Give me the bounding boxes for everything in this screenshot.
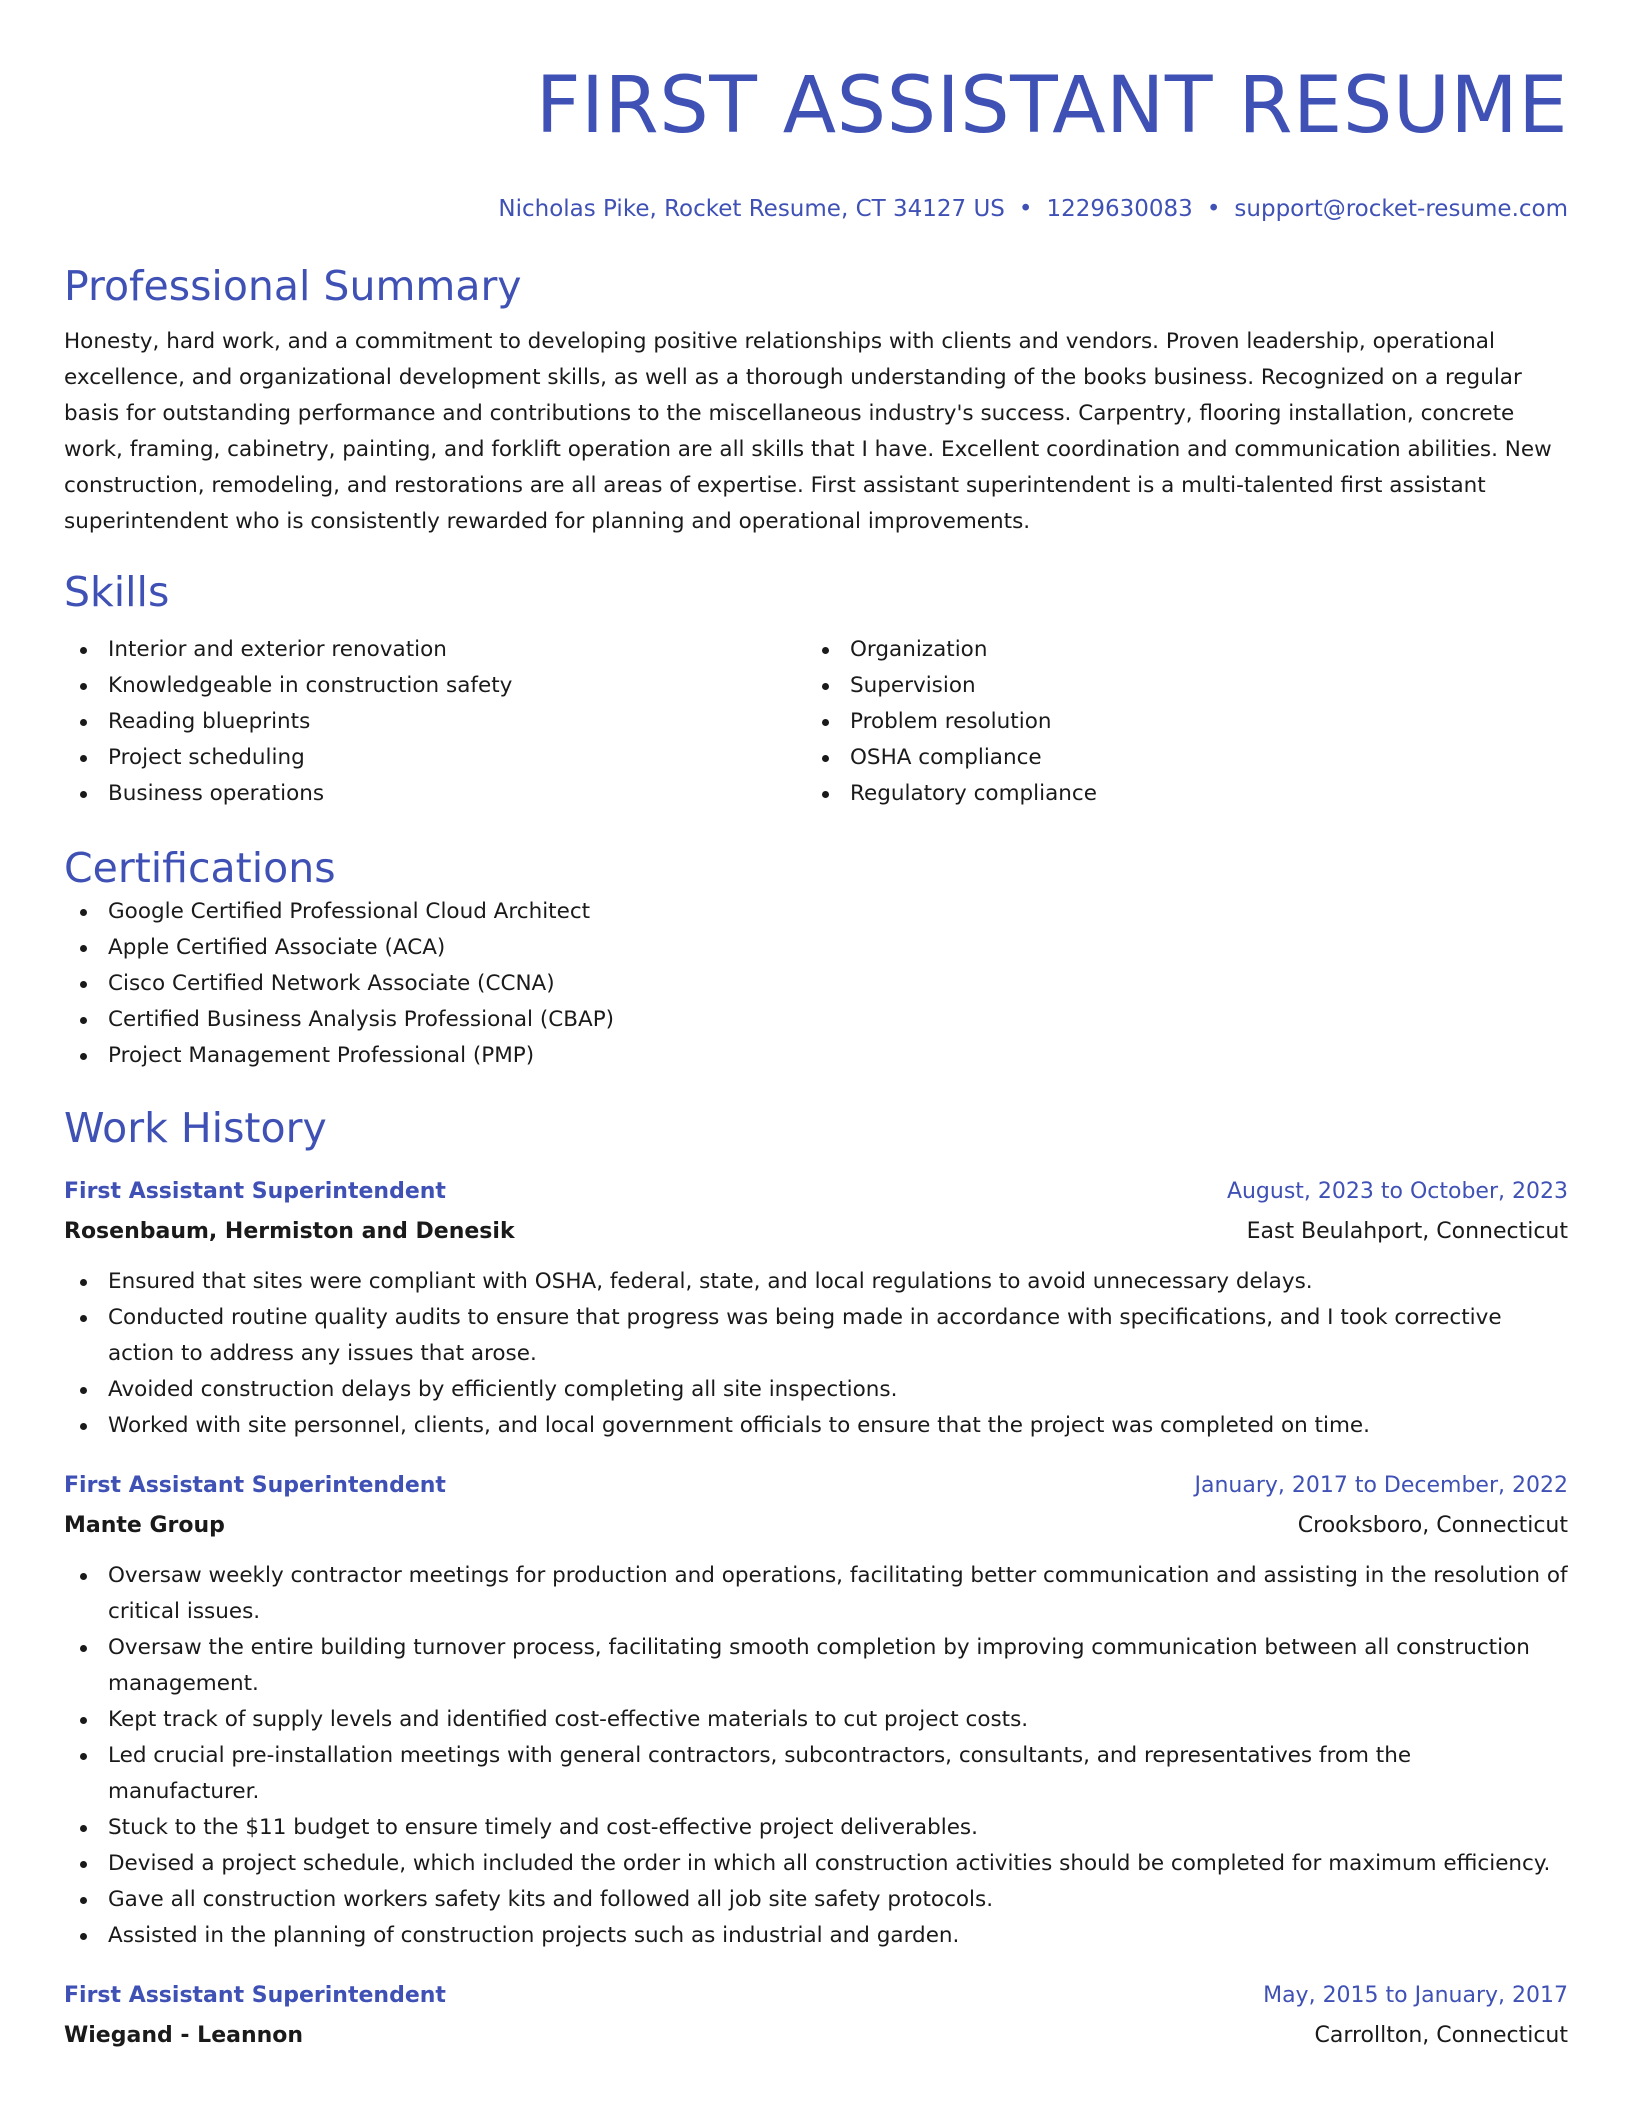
job-duty: Ensured that sites were compliant with OSHA, federal, state, and local regulations to avoid unnecessary delays. (64, 1264, 1568, 1300)
certification-item: Apple Certified Associate (ACA) (64, 930, 1568, 966)
skill-item: Problem resolution (806, 704, 1548, 740)
skill-item: OSHA compliance (806, 740, 1548, 776)
job-company-row (64, 2014, 1568, 2054)
job-title: First Assistant Superintendent (64, 1179, 446, 1204)
job-dates: May, 2015 to January, 2017 (1263, 1983, 1568, 2008)
skill-item: Interior and exterior renovation (64, 632, 806, 668)
work-history-heading: Work History (64, 1104, 327, 1152)
skills-list-right (806, 632, 1548, 812)
certification-item: Project Management Professional (PMP) (64, 1038, 1568, 1074)
skill-item: Organization (806, 632, 1548, 668)
skill-item: Regulatory compliance (806, 776, 1548, 812)
summary-text: Honesty, hard work, and a commitment to developing positive relationships with clients and vendors. Proven leadership, operational excellence, and organizational development skills, as well as a thorough understanding of the books business. Recognized on a regular basis for outstanding performance and contributions to the miscellaneous industry's success. Carpentry, flooring installation, concrete work, framing, cabinetry, painting, and forklift operation are all skills that I have. Excellent coordination and communication abilities. New construction, remodeling, and restorations are all areas of expertise. First assistant superintendent is a multi-talented first assistant superintendent who is consistently rewarded for planning and operational improvements. (64, 329, 1552, 534)
certifications-heading: Certifications (64, 844, 336, 892)
contact-separator: • (1018, 196, 1033, 222)
job-location: Crooksboro, Connecticut (1297, 1513, 1568, 1538)
skills-heading: Skills (64, 568, 170, 616)
job-company: Rosenbaum, Hermiston and Denesik (64, 1219, 515, 1244)
contact-line (64, 194, 1568, 224)
skills-list-left (64, 632, 806, 812)
skills-grid (64, 632, 1568, 812)
job-header-row (64, 1174, 1568, 1210)
job-header-row (64, 1468, 1568, 1504)
certification-item: Cisco Certified Network Associate (CCNA) (64, 966, 1568, 1002)
skill-item: Reading blueprints (64, 704, 806, 740)
job-company-row (64, 1504, 1568, 1544)
job-dates: January, 2017 to December, 2022 (1194, 1473, 1568, 1498)
job-duty: Oversaw weekly contractor meetings for production and operations, facilitating better communication and assisting in the resolution of critical issues. (64, 1558, 1568, 1630)
job-duty: Gave all construction workers safety kits and followed all job site safety protocols. (64, 1882, 1568, 1918)
job-duties (64, 1264, 1568, 1444)
certification-item: Google Certified Professional Cloud Architect (64, 894, 1568, 930)
job-entry (64, 1174, 1568, 1444)
job-entry (64, 1978, 1568, 2054)
job-entry (64, 1468, 1568, 1954)
resume-page (64, 0, 1568, 2054)
job-duties (64, 1558, 1568, 1954)
job-company: Mante Group (64, 1513, 225, 1538)
contact-separator: • (1206, 196, 1221, 222)
work-history-list (64, 1174, 1568, 2054)
job-dates: August, 2023 to October, 2023 (1226, 1179, 1568, 1204)
certification-item: Certified Business Analysis Professional (CBAP) (64, 1002, 1568, 1038)
skill-item: Knowledgeable in construction safety (64, 668, 806, 704)
skill-item: Project scheduling (64, 740, 806, 776)
contact-address: Nicholas Pike, Rocket Resume, CT 34127 US (498, 196, 1005, 222)
job-header-row (64, 1978, 1568, 2014)
job-duty: Oversaw the entire building turnover process, facilitating smooth completion by improving communication between all construction management. (64, 1630, 1568, 1702)
skill-item: Supervision (806, 668, 1548, 704)
certifications-list (64, 894, 1568, 1074)
job-title: First Assistant Superintendent (64, 1473, 446, 1498)
job-duty: Worked with site personnel, clients, and local government officials to ensure that the project was completed on time. (64, 1408, 1568, 1444)
job-location: Carrollton, Connecticut (1314, 2023, 1568, 2048)
job-duty: Conducted routine quality audits to ensure that progress was being made in accordance with specifications, and I took corrective action to address any issues that arose. (64, 1300, 1568, 1372)
job-company-row (64, 1210, 1568, 1250)
job-duty: Led crucial pre-installation meetings with general contractors, subcontractors, consultants, and representatives from the manufacturer. (64, 1738, 1568, 1810)
job-company: Wiegand - Leannon (64, 2023, 304, 2048)
job-duty: Kept track of supply levels and identified cost-effective materials to cut project costs. (64, 1702, 1568, 1738)
job-duty: Stuck to the $11 budget to ensure timely and cost-effective project deliverables. (64, 1810, 1568, 1846)
job-title: First Assistant Superintendent (64, 1983, 446, 2008)
summary-heading: Professional Summary (64, 262, 522, 310)
job-duty: Devised a project schedule, which included the order in which all construction activities should be completed for maximum efficiency. (64, 1846, 1568, 1882)
resume-title: FIRST ASSISTANT RESUME (535, 61, 1568, 151)
contact-phone: 1229630083 (1046, 196, 1193, 222)
job-duty: Avoided construction delays by efficiently completing all site inspections. (64, 1372, 1568, 1408)
job-location: East Beulahport, Connecticut (1246, 1219, 1568, 1244)
job-duty: Assisted in the planning of construction projects such as industrial and garden. (64, 1918, 1568, 1954)
contact-email: support@rocket-resume.com (1234, 196, 1568, 222)
skill-item: Business operations (64, 776, 806, 812)
